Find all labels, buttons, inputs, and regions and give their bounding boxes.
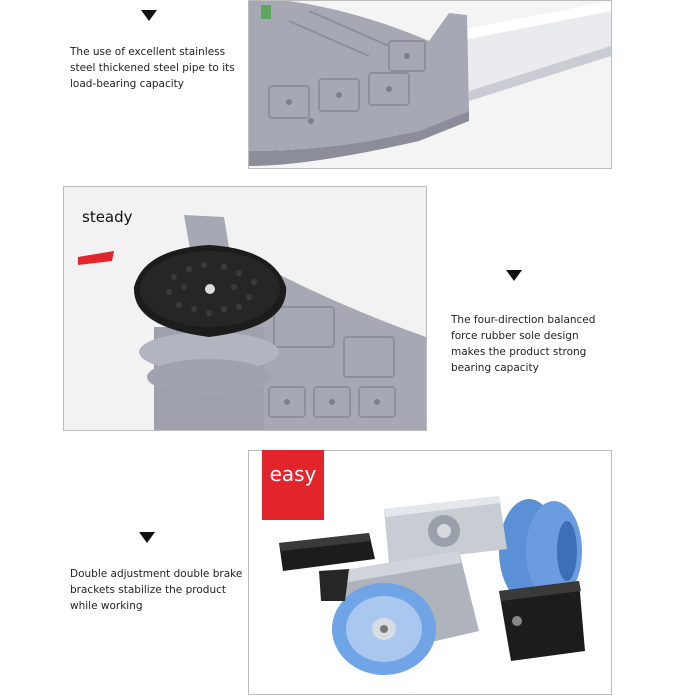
tag-steady: steady [82,208,133,226]
down-arrow-icon [506,270,522,281]
photo-steel-pipe-frame [248,0,612,169]
caption-rubber-sole: The four-direction balanced force rubber sole design makes the product strong bearing capacity [451,314,596,374]
caption-double-brake: Double adjustment double brake brackets stabilize the product while working [70,568,243,612]
down-arrow-icon [141,10,157,21]
down-arrow-icon [139,532,155,543]
caption-stainless-pipe: The use of excellent stainless steel thickened steel pipe to its load-bearing capacity [70,46,235,90]
tag-easy: easy [262,450,324,520]
